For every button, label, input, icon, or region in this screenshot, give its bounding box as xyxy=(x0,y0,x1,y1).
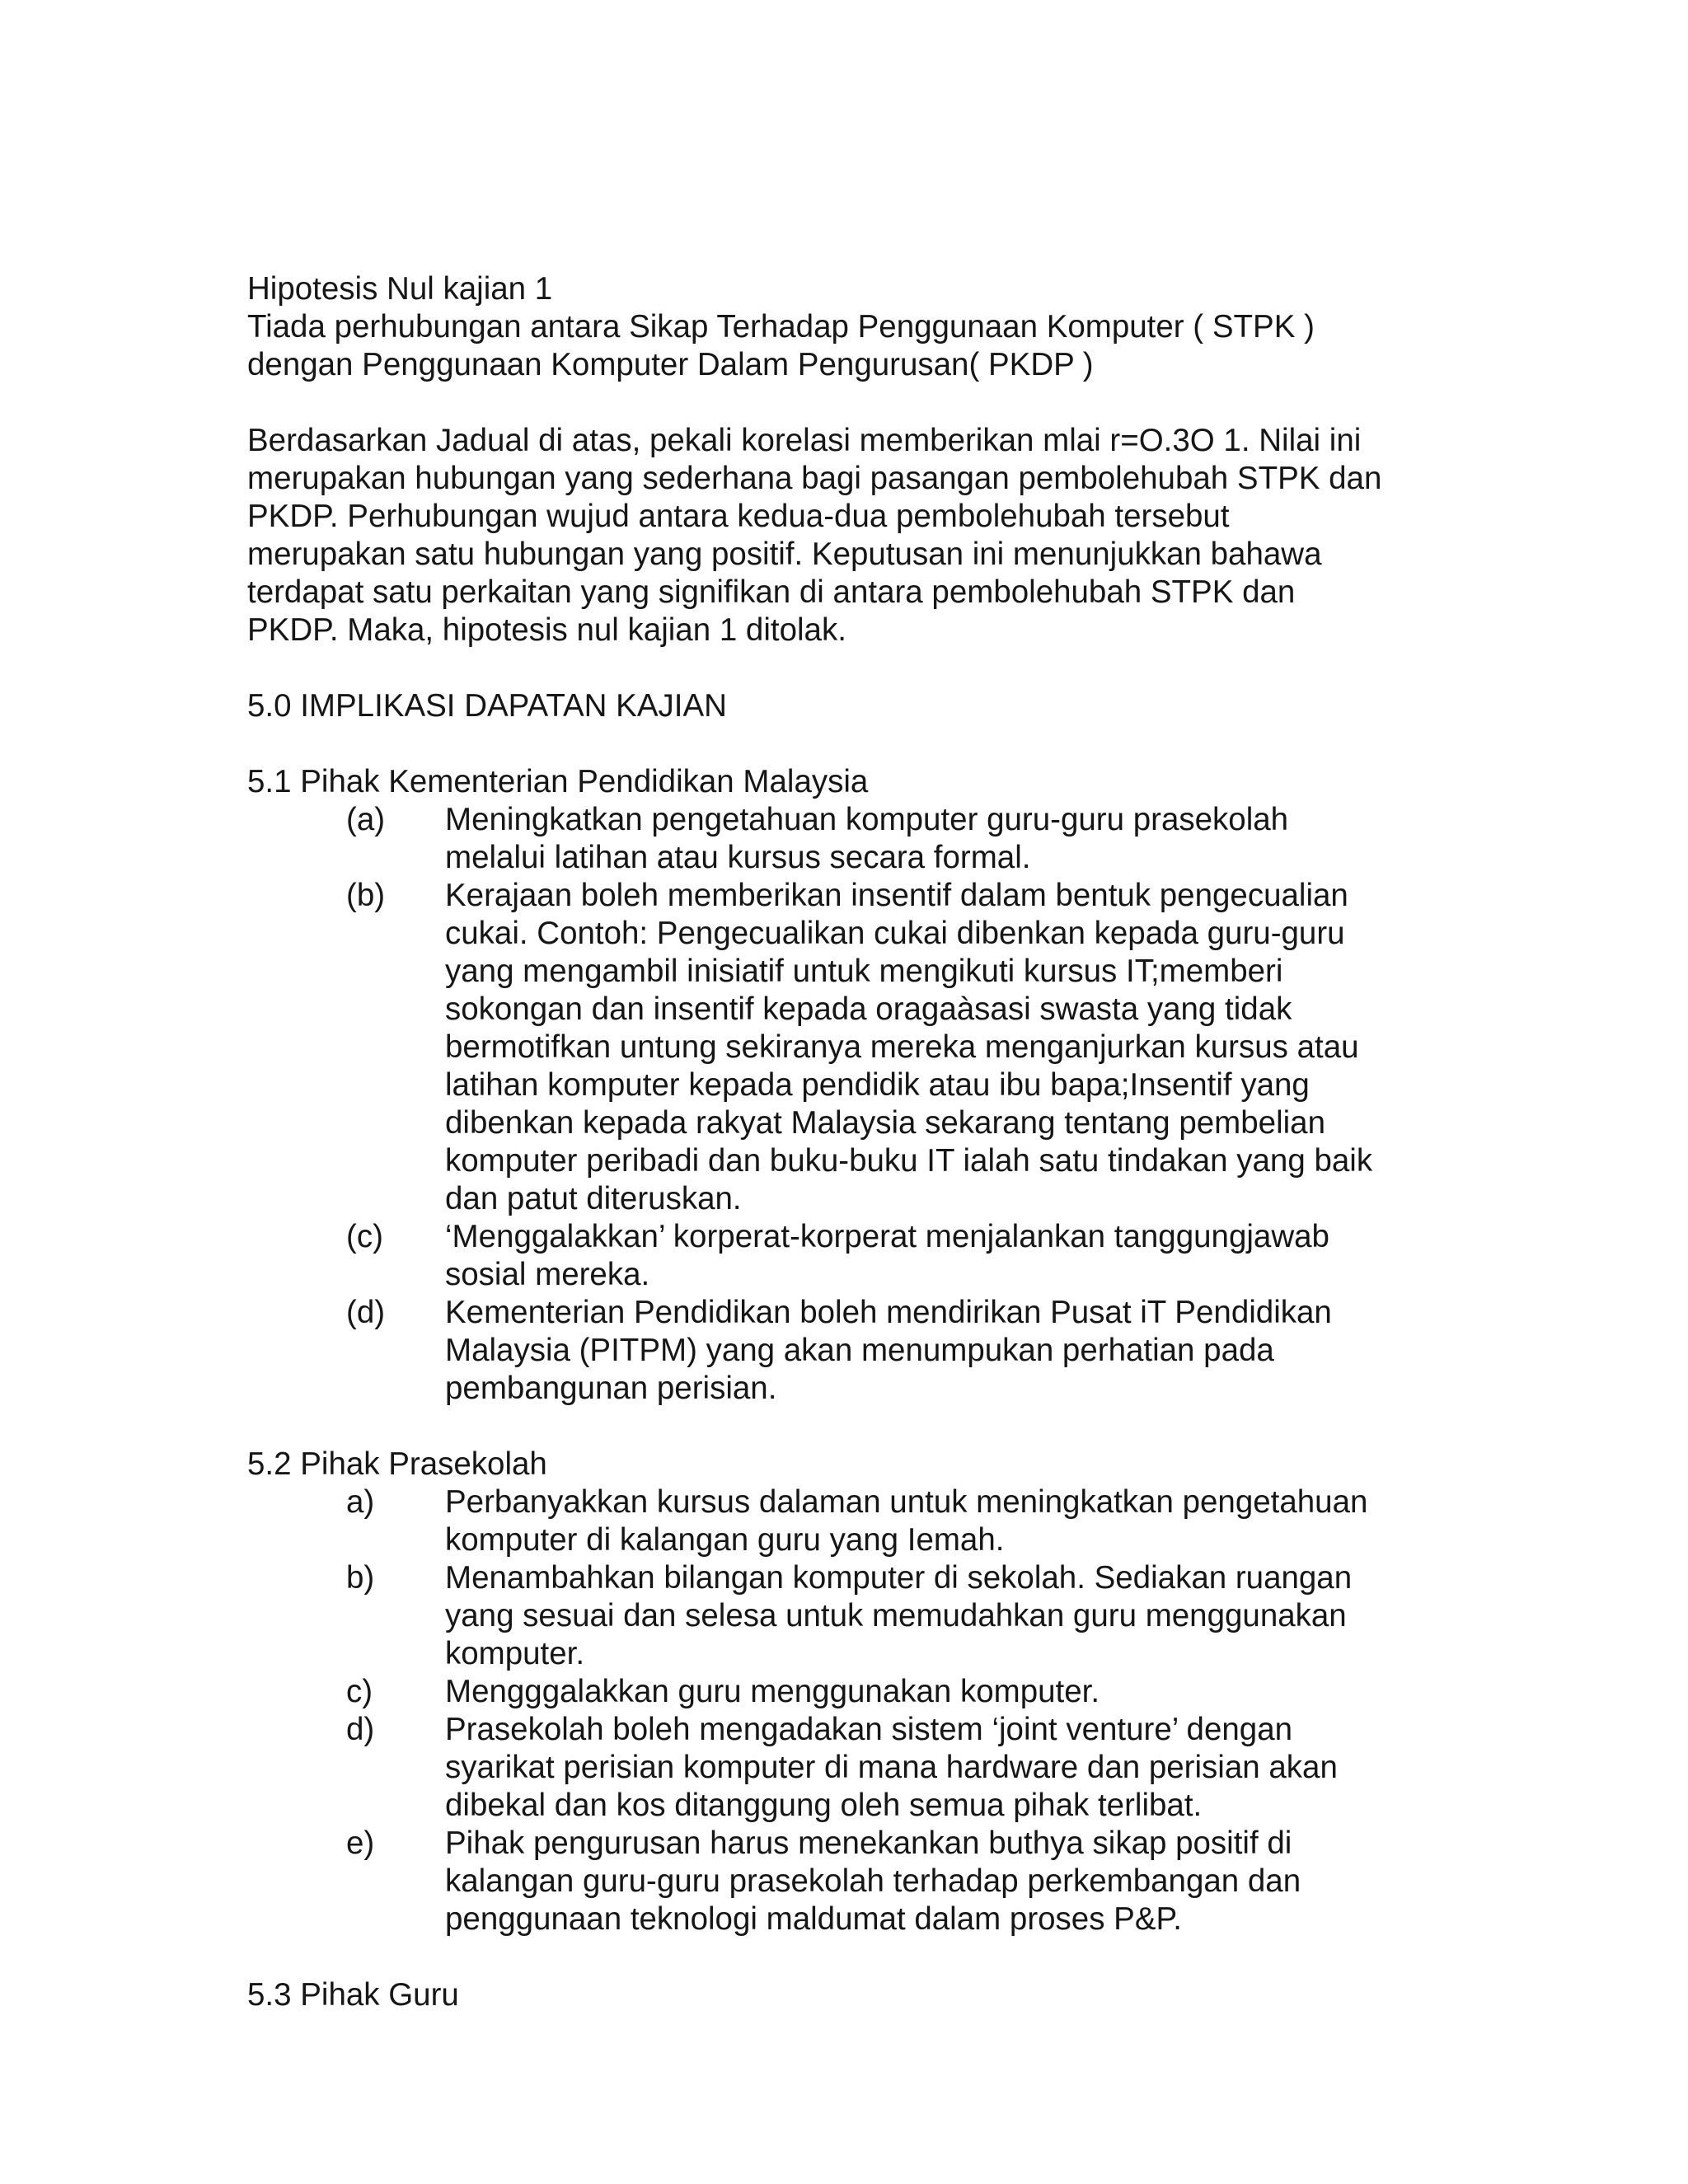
list-item-line: yang sesuai dan selesa untuk memudahkan guru menggunakan xyxy=(445,1598,1347,1633)
spacer xyxy=(247,725,1451,763)
list-item-line: Perbanyakkan kursus dalaman untuk meningkatkan pengetahuan xyxy=(445,1484,1368,1520)
list-item-line: dibekal dan kos ditanggung oleh semua pihak terlibat. xyxy=(445,1788,1203,1823)
list-item-line: Mengggalakkan guru menggunakan komputer. xyxy=(445,1674,1100,1709)
paragraph-line: merupakan satu hubungan yang positif. Keputusan ini menunjukkan bahawa xyxy=(247,537,1322,572)
list-item-line: Kementerian Pendidikan boleh mendirikan Pusat iT Pendidikan xyxy=(445,1295,1332,1330)
list-item xyxy=(247,801,1451,877)
list-item-line: syarikat perisian komputer di mana hardware dan perisian akan xyxy=(445,1750,1338,1785)
list-item-line: bermotifkan untung sekiranya mereka menganjurkan kursus atau xyxy=(445,1029,1359,1065)
paragraph-line: terdapat satu perkaitan yang signifikan di antara pembolehubah STPK dan xyxy=(247,574,1296,610)
paragraph-line: PKDP. Maka, hipotesis nul kajian 1 ditolak. xyxy=(247,612,846,648)
list-item-text xyxy=(445,877,1451,1218)
list-item-line: dan patut diteruskan. xyxy=(445,1181,742,1216)
list-item-line: sosial mereka. xyxy=(445,1257,650,1292)
list-item-line: cukai. Contoh: Pengecualikan cukai dibenkan kepada guru-guru xyxy=(445,916,1345,951)
list-5-1 xyxy=(247,801,1451,1408)
section-heading-5-0: 5.0 IMPLIKASI DAPATAN KAJIAN xyxy=(247,688,727,724)
list-item-line: ‘Menggalakkan’ korperat-korperat menjalankan tanggungjawab xyxy=(445,1219,1329,1254)
list-item-line: kalangan guru-guru prasekolah terhadap perkembangan dan xyxy=(445,1863,1301,1899)
section-heading-5-3: 5.3 Pihak Guru xyxy=(247,1977,459,2013)
list-item-line: komputer. xyxy=(445,1636,585,1671)
spacer xyxy=(247,1408,1451,1446)
list-item xyxy=(247,1483,1451,1559)
list-item-text xyxy=(445,801,1451,877)
list-item xyxy=(247,1673,1451,1711)
spacer xyxy=(247,384,1451,422)
list-item-text xyxy=(445,1294,1451,1408)
list-item-line: dibenkan kepada rakyat Malaysia sekarang tentang pembelian xyxy=(445,1105,1325,1141)
list-5-2 xyxy=(247,1483,1451,1938)
spacer xyxy=(247,649,1451,687)
list-marker: c) xyxy=(346,1674,373,1709)
hypothesis-statement xyxy=(247,308,1451,384)
list-item-line: komputer peribadi dan buku-buku IT ialah satu tindakan yang baik xyxy=(445,1143,1373,1179)
list-item-text xyxy=(445,1559,1451,1673)
list-item xyxy=(247,1559,1451,1673)
list-item-line: pembangunan perisian. xyxy=(445,1371,777,1406)
list-item-line: latihan komputer kepada pendidik atau ibu bapa;Insentif yang xyxy=(445,1067,1310,1103)
list-item-line: penggunaan teknologi maldumat dalam proses P&P. xyxy=(445,1901,1182,1937)
list-item-line: sokongan dan insentif kepada oragaàsasi swasta yang tidak xyxy=(445,991,1292,1027)
list-item xyxy=(247,1711,1451,1825)
document-page xyxy=(247,270,1451,2014)
list-item-line: Kerajaan boleh memberikan insentif dalam bentuk pengecualian xyxy=(445,878,1348,913)
paragraph-line: merupakan hubungan yang sederhana bagi pasangan pembolehubah STPK dan xyxy=(247,461,1382,496)
list-item-line: komputer di kalangan guru yang Iemah. xyxy=(445,1522,1005,1558)
list-marker: a) xyxy=(346,1484,375,1520)
list-item-line: Malaysia (PITPM) yang akan menumpukan perhatian pada xyxy=(445,1333,1274,1368)
paragraph-line: PKDP. Perhubungan wujud antara kedua-dua pembolehubah tersebut xyxy=(247,499,1230,534)
list-item-text xyxy=(445,1218,1451,1294)
list-item-text xyxy=(445,1673,1451,1711)
hypothesis-result-paragraph xyxy=(247,422,1451,649)
spacer xyxy=(247,1938,1451,1976)
list-item xyxy=(247,1294,1451,1408)
list-marker: (a) xyxy=(346,802,386,837)
list-item xyxy=(247,1825,1451,1938)
list-marker: b) xyxy=(346,1560,375,1596)
list-item xyxy=(247,877,1451,1218)
list-item-line: yang mengambil inisiatif untuk mengikuti kursus IT;memberi xyxy=(445,954,1283,989)
list-item-line: Pihak pengurusan harus menekankan buthya sikap positif di xyxy=(445,1825,1292,1861)
list-item-line: Meningkatkan pengetahuan komputer guru-guru prasekolah xyxy=(445,802,1289,837)
list-marker: (d) xyxy=(346,1295,386,1330)
list-marker: e) xyxy=(346,1825,375,1861)
list-item-line: Prasekolah boleh mengadakan sistem ‘joint venture’ dengan xyxy=(445,1712,1293,1747)
list-item-line: melalui latihan atau kursus secara formal. xyxy=(445,840,1031,875)
list-item xyxy=(247,1218,1451,1294)
list-marker: d) xyxy=(346,1712,375,1747)
list-item-line: Menambahkan bilangan komputer di sekolah. Sediakan ruangan xyxy=(445,1560,1353,1596)
section-heading-5-1: 5.1 Pihak Kementerian Pendidikan Malaysia xyxy=(247,764,869,799)
list-item-text xyxy=(445,1483,1451,1559)
paragraph-line: Berdasarkan Jadual di atas, pekali korelasi memberikan mlai r=O.3O 1. Nilai ini xyxy=(247,423,1362,458)
list-marker: (c) xyxy=(346,1219,383,1254)
list-item-text xyxy=(445,1711,1451,1825)
hypothesis-title: Hipotesis Nul kajian 1 xyxy=(247,271,553,307)
hypothesis-statement-line: dengan Penggunaan Komputer Dalam Pengurusan( PKDP ) xyxy=(247,347,1094,382)
list-marker: (b) xyxy=(346,878,386,913)
hypothesis-statement-line: Tiada perhubungan antara Sikap Terhadap Penggunaan Komputer ( STPK ) xyxy=(247,309,1315,344)
list-item-text xyxy=(445,1825,1451,1938)
section-heading-5-2: 5.2 Pihak Prasekolah xyxy=(247,1446,547,1482)
